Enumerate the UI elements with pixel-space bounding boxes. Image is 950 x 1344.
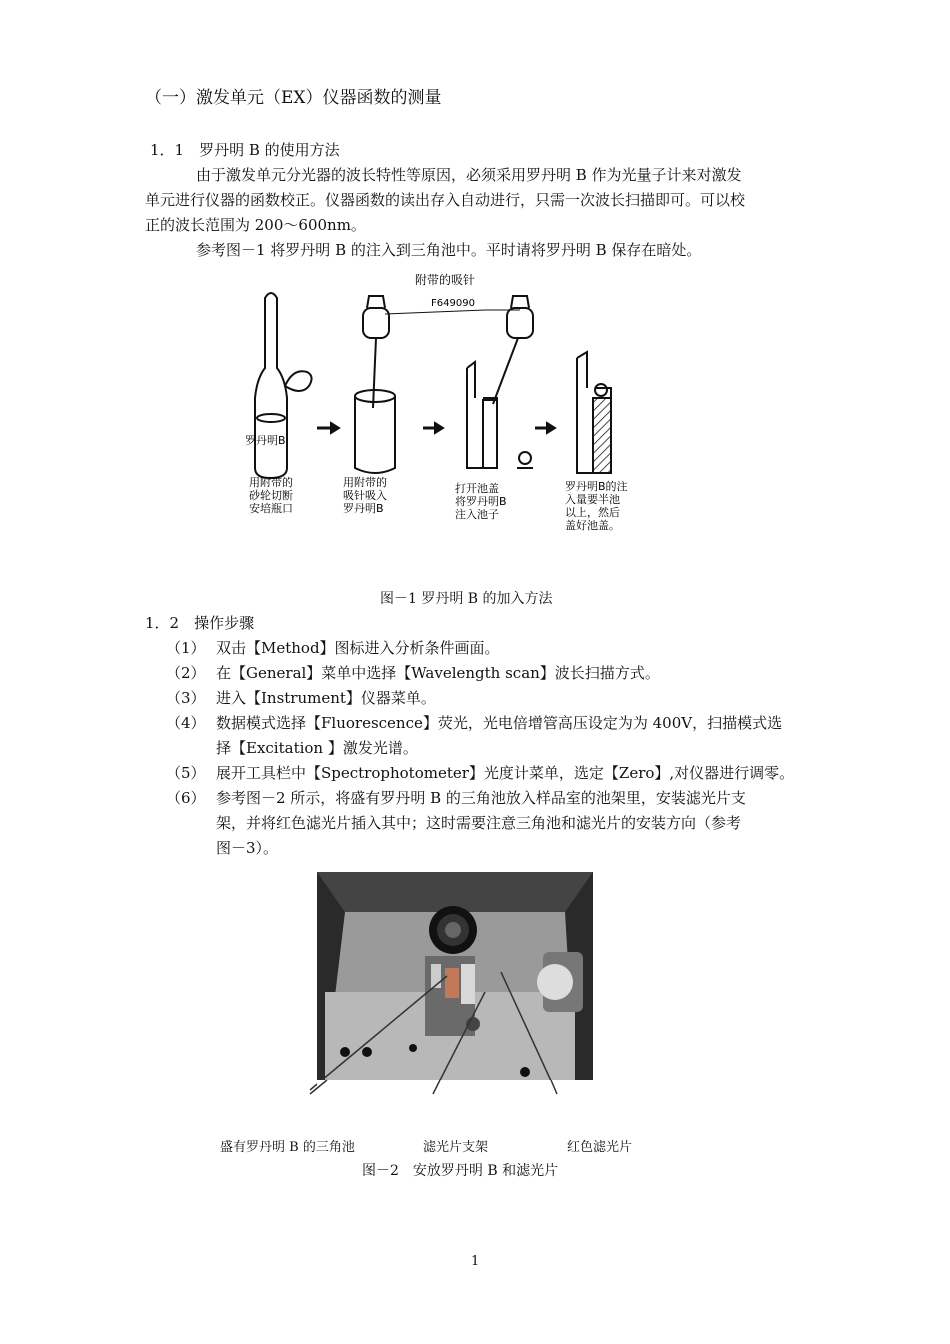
- step-text-cont: 架，并将红色滤光片插入其中；这时需要注意三角池和滤光片的安装方向（参考: [216, 814, 742, 832]
- heading-1-1: 1．1 罗丹明 B 的使用方法: [150, 141, 340, 159]
- paragraph-line: 正的波长范围为 200～600nm。: [145, 216, 366, 234]
- step-number: （3）: [166, 689, 206, 707]
- step-number: （2）: [166, 664, 206, 682]
- step2-line: 罗丹明B: [343, 502, 384, 515]
- step-number: （4）: [166, 714, 206, 732]
- step-text: 展开工具栏中【Spectrophotometer】光度计菜单，选定【Zero】,对仪器进行调零。: [216, 764, 795, 782]
- page-number: 1: [471, 1254, 480, 1269]
- step2-line: 用附带的: [343, 476, 387, 489]
- step-text: 进入【Instrument】仪器菜单。: [216, 689, 436, 707]
- rhodamine-procedure-diagram: [235, 268, 655, 540]
- step1-line: 用附带的: [249, 476, 293, 489]
- step1-line: 砂轮切断: [249, 489, 293, 502]
- needle-label: 附带的吸针: [415, 273, 476, 287]
- photo-label-red-filter: 红色滤光片: [567, 1140, 633, 1155]
- step4-line: 罗丹明B的注: [565, 480, 628, 493]
- part-number: F649090: [431, 298, 475, 309]
- step4-line: 入量要半池: [565, 493, 620, 506]
- step-text: 参考图－2 所示，将盛有罗丹明 B 的三角池放入样品室的池架里，安装滤光片支: [216, 789, 746, 807]
- step1-line: 安培瓶口: [249, 502, 293, 515]
- ampoule-label: 罗丹明B: [245, 434, 286, 447]
- paragraph-line: 单元进行仪器的函数校正。仪器函数的读出存入自动进行，只需一次波长扫描即可。可以校: [145, 191, 746, 209]
- step-text: 数据模式选择【Fluorescence】荧光，光电倍增管高压设定为为 400V，扫描模式选: [216, 714, 783, 732]
- step3-line: 打开池盖: [455, 482, 499, 495]
- section-title: （一）激发单元（EX）仪器函数的测量: [145, 88, 442, 108]
- paragraph-line: 由于激发单元分光器的波长特性等原因，必须采用罗丹明 B 作为光量子计来对激发: [196, 166, 742, 184]
- step-text-cont: 图－3）。: [216, 839, 279, 857]
- figure-2-caption: 图－2 安放罗丹明 B 和滤光片: [362, 1163, 559, 1179]
- step3-line: 将罗丹明B: [455, 495, 507, 508]
- step-text-cont: 择【Excitation 】激发光谱。: [216, 739, 418, 757]
- step-text: 在【General】菜单中选择【Wavelength scan】波长扫描方式。: [216, 664, 660, 682]
- sample-chamber-photo: [305, 872, 605, 1102]
- step4-line: 以上，然后: [565, 506, 620, 519]
- heading-1-2: 1．2 操作步骤: [145, 614, 255, 632]
- step-text: 双击【Method】图标进入分析条件画面。: [216, 639, 500, 657]
- photo-label-cuvette: 盛有罗丹明 B 的三角池: [220, 1140, 355, 1155]
- photo-label-filter-holder: 滤光片支架: [423, 1140, 489, 1155]
- paragraph-line: 参考图－1 将罗丹明 B 的注入到三角池中。平时请将罗丹明 B 保存在暗处。: [196, 241, 702, 259]
- step-number: （1）: [166, 639, 206, 657]
- step-number: （5）: [166, 764, 206, 782]
- figure-1-caption: 图－1 罗丹明 B 的加入方法: [380, 591, 553, 607]
- step2-line: 吸针吸入: [343, 489, 387, 502]
- step4-line: 盖好池盖。: [565, 519, 620, 532]
- step-number: （6）: [166, 789, 206, 807]
- step3-line: 注入池子: [455, 508, 499, 521]
